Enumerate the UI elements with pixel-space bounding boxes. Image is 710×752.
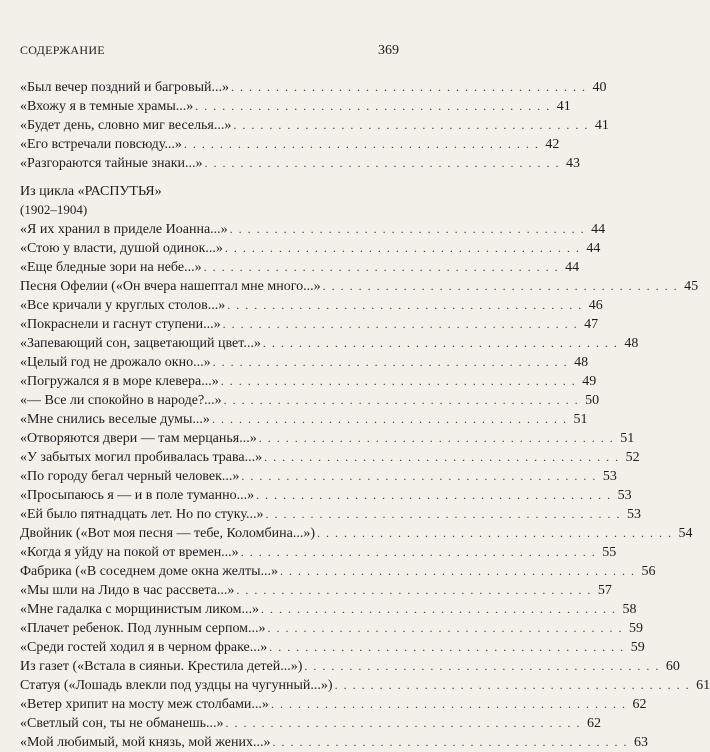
entry-page-number: 44 [565, 260, 580, 275]
dot-leader: . . . . . . . . . . . . . . . . . . . . . . . . . . . . . . . . . . . . . . . . [223, 393, 580, 407]
dot-leader: . . . . . . . . . . . . . . . . . . . . . . . . . . . . . . . . . . . . . . . . [224, 241, 581, 255]
toc-entry [20, 78, 607, 97]
entry-page-number: 60 [665, 659, 680, 674]
entry-title: Фабрика («В соседнем доме окна желты...» [20, 564, 279, 579]
dot-leader: . . . . . . . . . . . . . . . . . . . . . . . . . . . . . . . . . . . . . . . . [272, 735, 628, 749]
toc-entry [20, 220, 606, 239]
toc-entry [20, 154, 580, 173]
toc-entry [20, 505, 642, 524]
toc-entry [20, 467, 617, 486]
entry-page-number: 63 [633, 735, 648, 750]
dot-leader: . . . . . . . . . . . . . . . . . . . . . . . . . . . . . . . . . . . . . . . . [322, 279, 679, 293]
entry-title: «Среди гостей ходил я в черном фраке...» [20, 640, 268, 655]
entry-title: «У забытых могил пробивалась трава...» [20, 450, 263, 465]
dot-leader: . . . . . . . . . . . . . . . . . . . . . . . . . . . . . . . . . . . . . . . . [262, 336, 619, 350]
entry-title: «Мой любимый, мой князь, мой жених...» [20, 735, 271, 750]
dot-leader: . . . . . . . . . . . . . . . . . . . . . . . . . . . . . . . . . . . . . . . . [211, 412, 568, 426]
entry-page-number: 51 [620, 431, 635, 446]
dot-leader: . . . . . . . . . . . . . . . . . . . . . . . . . . . . . . . . . . . . . . . . [233, 118, 589, 132]
toc-entry [20, 97, 571, 116]
entry-page-number: 44 [586, 241, 601, 256]
entry-page-number: 53 [602, 469, 617, 484]
section-years: (1902–1904) [20, 202, 88, 217]
toc-group [20, 220, 710, 752]
toc-entry [20, 543, 617, 562]
entry-title: «Покраснели и гаснут ступени...» [20, 317, 221, 332]
toc-entry [20, 714, 602, 733]
entry-page-number: 41 [594, 118, 609, 133]
entry-title: «Его встречали повсюду...» [20, 137, 182, 152]
entry-page-number: 47 [584, 317, 599, 332]
entry-page-number: 53 [627, 507, 642, 522]
entry-title: «Я их хранил в приделе Иоанна...» [20, 222, 228, 237]
dot-leader: . . . . . . . . . . . . . . . . . . . . . . . . . . . . . . . . . . . . . . . . [204, 156, 560, 170]
entry-page-number: 43 [566, 156, 580, 171]
entry-title: «Все кричали у круглых столов...» [20, 298, 226, 313]
dot-leader: . . . . . . . . . . . . . . . . . . . . . . . . . . . . . . . . . . . . . . . . [240, 545, 597, 559]
entry-title: «Был вечер поздний и багровый...» [20, 80, 230, 95]
entry-title: «Светлый сон, ты не обманешь...» [20, 716, 224, 731]
dot-leader: . . . . . . . . . . . . . . . . . . . . . . . . . . . . . . . . . . . . . . . . [222, 317, 579, 331]
dot-leader: . . . . . . . . . . . . . . . . . . . . . . . . . . . . . . . . . . . . . . . . [220, 374, 577, 388]
entry-page-number: 41 [556, 99, 571, 114]
entry-page-number: 48 [624, 336, 639, 351]
dot-leader: . . . . . . . . . . . . . . . . . . . . . . . . . . . . . . . . . . . . . . . . [231, 80, 587, 94]
dot-leader: . . . . . . . . . . . . . . . . . . . . . . . . . . . . . . . . . . . . . . . . [256, 488, 612, 502]
entry-page-number: 49 [582, 374, 597, 389]
entry-title: «Стою у власти, душой одинок...» [20, 241, 223, 256]
entry-page-number: 50 [585, 393, 600, 408]
entry-title: «Еще бледные зори на небе...» [20, 260, 202, 275]
entry-title: «Ветер хрипит на мосту меж столбами...» [20, 697, 269, 712]
entry-title: «Разгораются тайные знаки...» [20, 156, 203, 171]
entry-title: «— Все ли спокойно в народе?...» [20, 393, 222, 408]
toc-entry [20, 277, 699, 296]
entry-page-number: 58 [622, 602, 637, 617]
entry-page-number: 62 [587, 716, 602, 731]
entry-title: «Погружался я в море клевера...» [20, 374, 219, 389]
dot-leader: . . . . . . . . . . . . . . . . . . . . . . . . . . . . . . . . . . . . . . . . [269, 640, 625, 654]
entry-title: «Отворяются двери — там мерцанья...» [20, 431, 257, 446]
dot-leader: . . . . . . . . . . . . . . . . . . . . . . . . . . . . . . . . . . . . . . . . [225, 716, 582, 730]
toc-entry [20, 600, 637, 619]
entry-title: Песня Офелии («Он вчера нашептал мне много...» [20, 279, 321, 294]
entry-title: «По городу бегал черный человек...» [20, 469, 240, 484]
entry-page-number: 61 [696, 678, 710, 693]
entry-page-number: 55 [602, 545, 617, 560]
toc-entry [20, 135, 560, 154]
entry-page-number: 40 [592, 80, 607, 95]
toc-group [20, 78, 609, 173]
dot-leader: . . . . . . . . . . . . . . . . . . . . . . . . . . . . . . . . . . . . . . . . [267, 621, 624, 635]
dot-leader: . . . . . . . . . . . . . . . . . . . . . . . . . . . . . . . . . . . . . . . . [241, 469, 597, 483]
entry-page-number: 59 [629, 621, 644, 636]
entry-title: «Мне гадалка с морщинистым ликом...» [20, 602, 259, 617]
section-title: Из цикла «РАСПУТЬЯ» [20, 184, 162, 199]
entry-title: Статуя («Лошадь влекли под уздцы на чугунный...») [20, 678, 333, 693]
dot-leader: . . . . . . . . . . . . . . . . . . . . . . . . . . . . . . . . . . . . . . . . [270, 697, 627, 711]
toc-entry [20, 581, 612, 600]
dot-leader: . . . . . . . . . . . . . . . . . . . . . . . . . . . . . . . . . . . . . . . . [280, 564, 636, 578]
running-head [20, 43, 399, 59]
toc-entry [20, 448, 640, 467]
toc-entry [20, 486, 632, 505]
entry-title: Из газет («Встала в сияньи. Крестила детей...») [20, 659, 303, 674]
entry-title: «Мне снились веселые думы...» [20, 412, 210, 427]
dot-leader: . . . . . . . . . . . . . . . . . . . . . . . . . . . . . . . . . . . . . . . . [229, 222, 586, 236]
entry-page-number: 54 [678, 526, 693, 541]
dot-leader: . . . . . . . . . . . . . . . . . . . . . . . . . . . . . . . . . . . . . . . . [236, 583, 592, 597]
dot-leader: . . . . . . . . . . . . . . . . . . . . . . . . . . . . . . . . . . . . . . . . [227, 298, 583, 312]
entry-page-number: 52 [625, 450, 640, 465]
toc-entry [20, 353, 589, 372]
dot-leader: . . . . . . . . . . . . . . . . . . . . . . . . . . . . . . . . . . . . . . . . [265, 507, 622, 521]
entry-page-number: 42 [545, 137, 560, 152]
dot-leader: . . . . . . . . . . . . . . . . . . . . . . . . . . . . . . . . . . . . . . . . [260, 602, 617, 616]
entry-title: «Целый год не дрожало окно...» [20, 355, 211, 370]
toc-entry [20, 657, 680, 676]
entry-title: «Будет день, словно миг веселья...» [20, 118, 232, 133]
dot-leader: . . . . . . . . . . . . . . . . . . . . . . . . . . . . . . . . . . . . . . . . [258, 431, 615, 445]
entry-page-number: 57 [597, 583, 612, 598]
toc-entry [20, 619, 644, 638]
entry-page-number: 59 [630, 640, 645, 655]
page-number: 369 [378, 43, 399, 58]
dot-leader: . . . . . . . . . . . . . . . . . . . . . . . . . . . . . . . . . . . . . . . . [264, 450, 620, 464]
entry-title: «Просыпаюсь я — и в поле туманно...» [20, 488, 255, 503]
dot-leader: . . . . . . . . . . . . . . . . . . . . . . . . . . . . . . . . . . . . . . . . [304, 659, 660, 673]
entry-title: «Когда я уйду на покой от времен...» [20, 545, 239, 560]
toc-entry [20, 334, 639, 353]
dot-leader: . . . . . . . . . . . . . . . . . . . . . . . . . . . . . . . . . . . . . . . . [212, 355, 569, 369]
entry-page-number: 62 [632, 697, 647, 712]
toc-entry [20, 524, 693, 543]
toc-entry [20, 315, 599, 334]
dot-leader: . . . . . . . . . . . . . . . . . . . . . . . . . . . . . . . . . . . . . . . . [334, 678, 691, 692]
entry-title: «Мы шли на Лидо в час рассвета...» [20, 583, 235, 598]
entry-title: «Запевающий сон, зацветающий цвет...» [20, 336, 261, 351]
toc-entry [20, 562, 656, 581]
dot-leader: . . . . . . . . . . . . . . . . . . . . . . . . . . . . . . . . . . . . . . . . [203, 260, 560, 274]
toc-entry [20, 410, 588, 429]
entry-page-number: 44 [591, 222, 606, 237]
toc-entry [20, 296, 603, 315]
entry-page-number: 56 [641, 564, 656, 579]
entry-page-number: 48 [574, 355, 589, 370]
section-heading [20, 183, 401, 218]
toc-entry [20, 391, 600, 410]
toc-entry [20, 676, 710, 695]
dot-leader: . . . . . . . . . . . . . . . . . . . . . . . . . . . . . . . . . . . . . . . . [183, 137, 540, 151]
dot-leader: . . . . . . . . . . . . . . . . . . . . . . . . . . . . . . . . . . . . . . . . [317, 526, 673, 540]
toc-entry [20, 239, 601, 258]
toc-entry [20, 116, 609, 135]
entry-title: «Вхожу я в темные храмы...» [20, 99, 194, 114]
toc-entry [20, 429, 635, 448]
entry-title: «Плачет ребенок. Под лунным серпом...» [20, 621, 266, 636]
table-of-contents [20, 78, 710, 752]
entry-page-number: 45 [684, 279, 699, 294]
entry-title: «Ей было пятнадцать лет. Но по стуку...» [20, 507, 264, 522]
dot-leader: . . . . . . . . . . . . . . . . . . . . . . . . . . . . . . . . . . . . . . . . [195, 99, 551, 113]
entry-page-number: 51 [573, 412, 588, 427]
toc-entry [20, 258, 580, 277]
toc-entry [20, 372, 597, 391]
toc-entry [20, 733, 648, 752]
entry-page-number: 46 [588, 298, 603, 313]
running-head-title: СОДЕРЖАНИЕ [20, 43, 105, 57]
toc-entry [20, 638, 645, 657]
entry-title: Двойник («Вот моя песня — тебе, Коломбина...») [20, 526, 316, 541]
entry-page-number: 53 [617, 488, 632, 503]
toc-entry [20, 695, 647, 714]
